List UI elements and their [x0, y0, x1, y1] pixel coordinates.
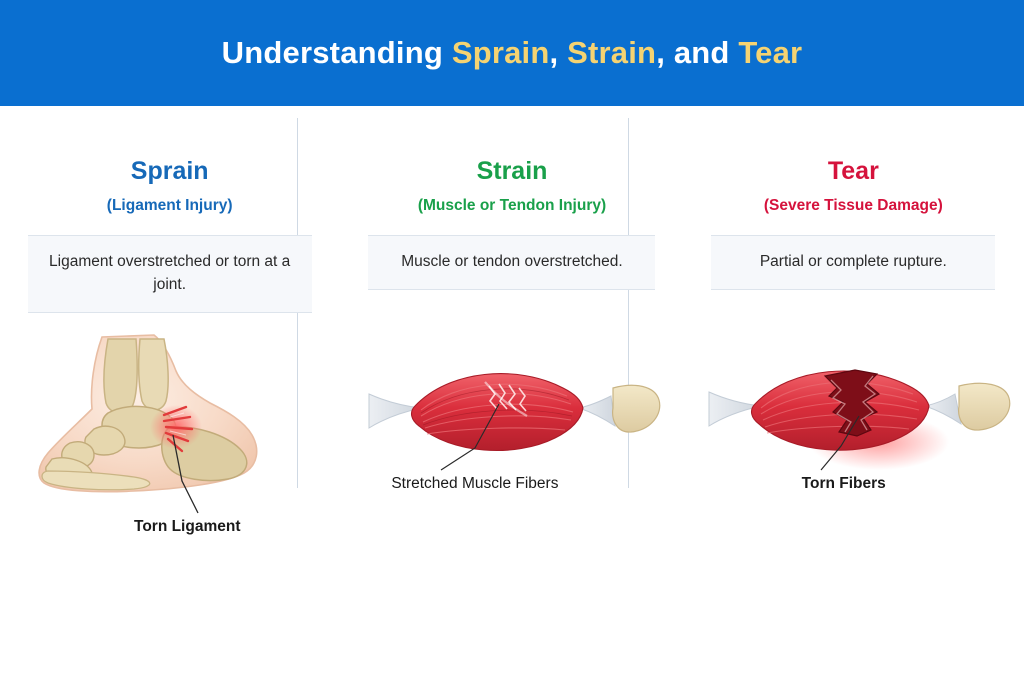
column-subtitle-strain: (Muscle or Tendon Injury)	[417, 196, 607, 214]
column-description-tear: Partial or complete rupture.	[711, 235, 995, 290]
caption-sprain: Torn Ligament	[134, 518, 241, 535]
illustration-strain	[363, 308, 660, 578]
column-title-tear: Tear	[827, 157, 879, 185]
muscle-tear-icon	[707, 342, 1024, 492]
page-header	[0, 0, 1024, 106]
column-subtitle-tear: (Severe Tissue Damage)	[763, 196, 943, 214]
title-separator-2: , and	[656, 35, 739, 70]
column-subtitle-sprain: (Ligament Injury)	[106, 196, 233, 214]
column-sprain	[0, 158, 341, 683]
column-tear	[683, 158, 1024, 683]
column-title-strain: Strain	[476, 157, 548, 185]
ankle-joint-icon	[30, 331, 290, 531]
title-word-tear: Tear	[738, 35, 803, 70]
muscle-strain-icon	[367, 342, 667, 492]
column-title-sprain: Sprain	[130, 157, 209, 185]
comparison-columns	[0, 106, 1024, 683]
title-word-sprain: Sprain	[451, 35, 550, 70]
title-separator-1: ,	[549, 35, 568, 70]
title-word-strain: Strain	[567, 35, 657, 70]
illustration-sprain	[18, 331, 321, 601]
illustration-tear	[705, 308, 1002, 578]
column-description-sprain: Ligament overstretched or torn at a joint.	[28, 235, 312, 314]
caption-tear: Torn Fibers	[801, 474, 886, 492]
column-strain	[341, 158, 682, 683]
caption-strain: Stretched Muscle Fibers	[391, 474, 559, 492]
column-description-strain: Muscle or tendon overstretched.	[368, 235, 655, 290]
title-prefix: Understanding	[221, 35, 452, 70]
page-title	[222, 35, 803, 71]
